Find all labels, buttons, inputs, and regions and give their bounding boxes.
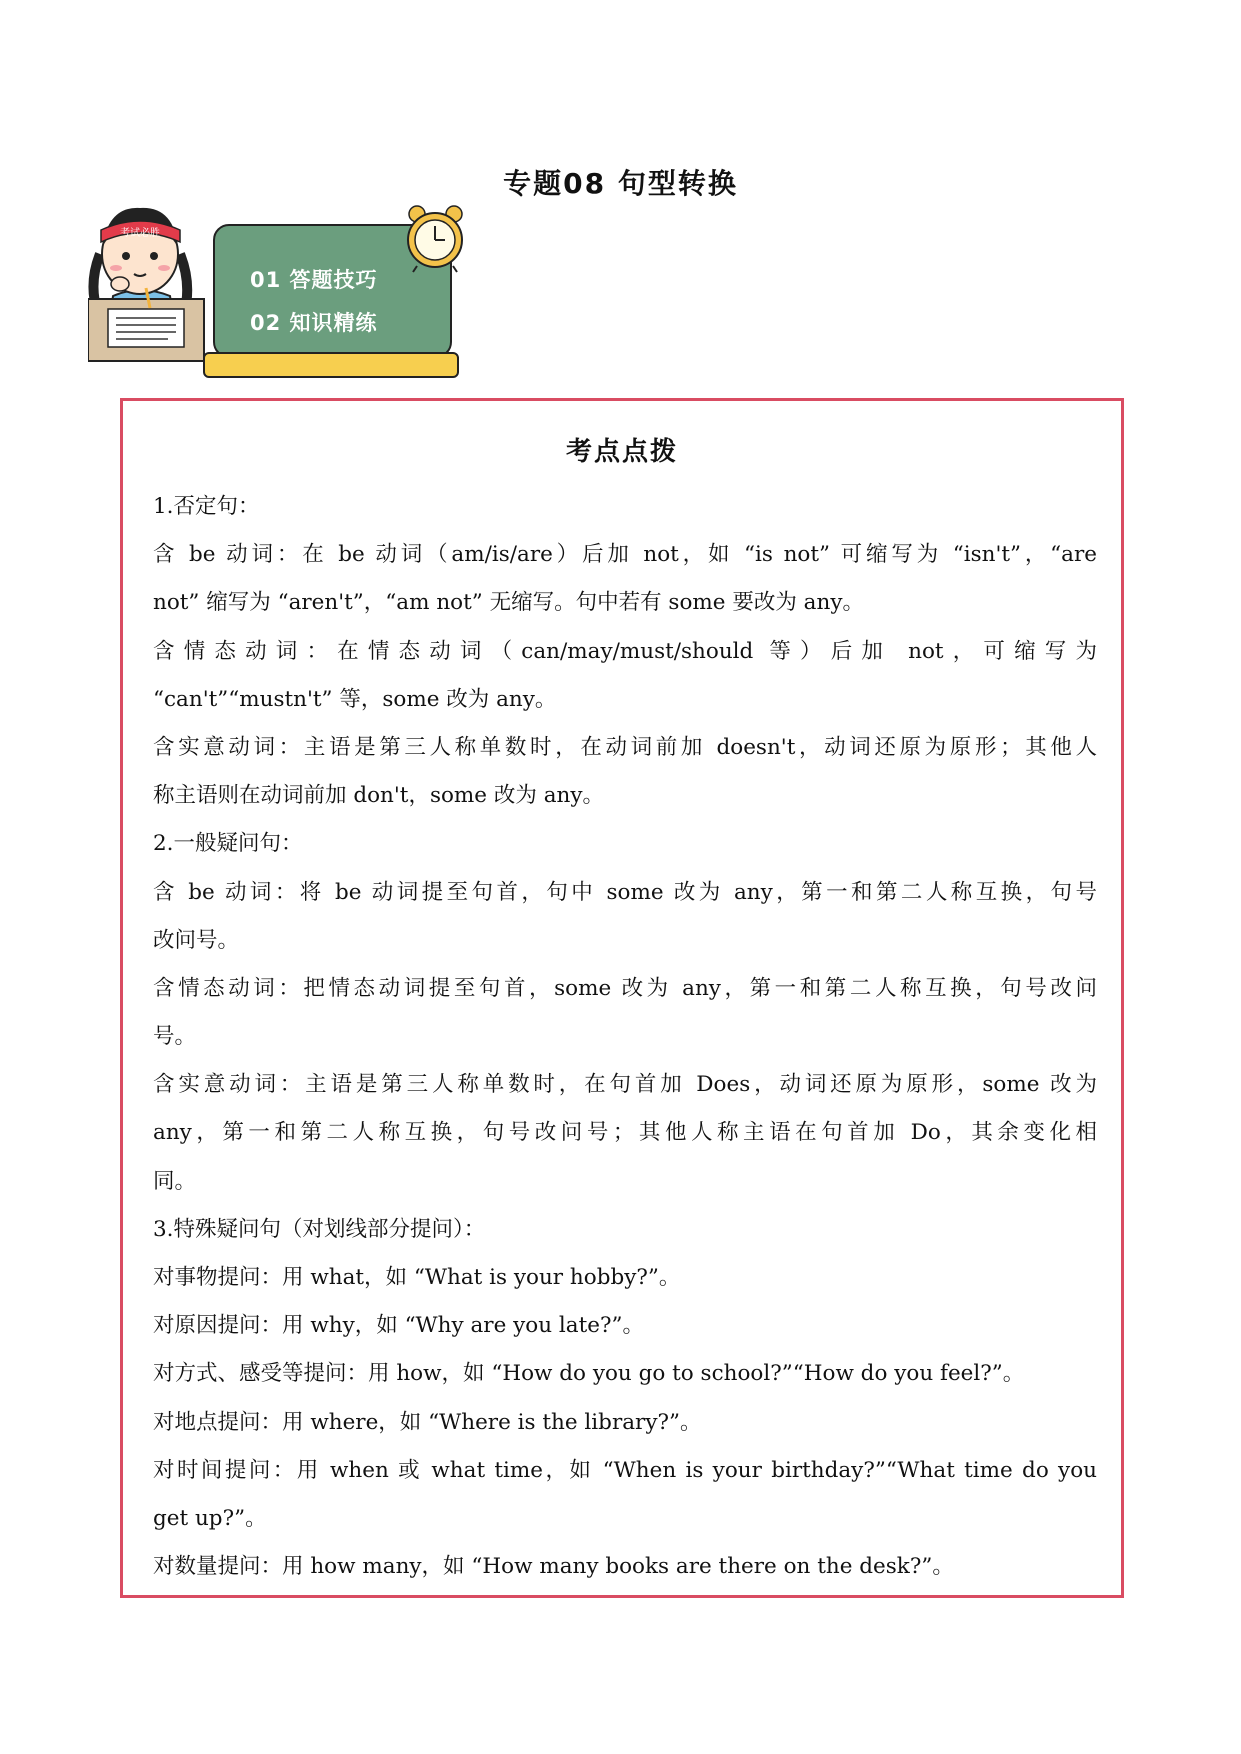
content-line: 对原因提问：用 why，如 “Why are you late?”。 <box>153 1313 644 1339</box>
key-points-content <box>153 483 1097 1591</box>
content-line: 对时间提问：用 when 或 what time，如 “When is your birthday?”“What time do you <box>153 1457 1097 1483</box>
content-line: 含情态动词：在情态动词（can/may/must/should 等）后加 not，可缩写为 <box>153 638 1097 664</box>
alarm-clock-icon <box>403 204 468 274</box>
content-line: 号。 <box>153 1024 197 1050</box>
content-line: 2.一般疑问句： <box>153 831 303 857</box>
content-line: 含实意动词：主语是第三人称单数时，在句首加 Does，动词还原为原形，some 改为 <box>153 1072 1097 1098</box>
content-line: 含实意动词：主语是第三人称单数时，在动词前加 doesn't，动词还原为原形；其他人 <box>153 734 1097 760</box>
content-line: 对地点提问：用 where，如 “Where is the library?”。 <box>153 1409 702 1435</box>
headband-text: 考试必胜 <box>120 228 160 239</box>
header-banner <box>88 204 468 394</box>
key-points-box <box>120 398 1124 1598</box>
banner-item-answer-skills: 01 答题技巧 <box>250 268 378 292</box>
content-line: 含情态动词：把情态动词提至句首，some 改为 any，第一和第二人称互换，句号改问 <box>153 975 1097 1001</box>
banner-item-knowledge-practice: 02 知识精练 <box>250 311 378 335</box>
box-heading: 考点点拨 <box>565 437 678 467</box>
content-line: 对事物提问：用 what，如 “What is your hobby?”。 <box>153 1265 681 1290</box>
content-line: any，第一和第二人称互换，句号改问号；其他人称主语在句首加 Do，其余变化相 <box>153 1120 1097 1146</box>
content-line: 称主语则在动词前加 don't，some 改为 any。 <box>153 783 605 809</box>
content-line: 含 be 动词：将 be 动词提至句首，句中 some 改为 any，第一和第二人称互换，句号 <box>153 879 1097 905</box>
content-line: 含 be 动词：在 be 动词（am/is/are）后加 not，如 “is not” 可缩写为 “isn't”，“are <box>153 542 1097 568</box>
content-line: not” 缩写为 “aren't”，“am not” 无缩写。句中若有 some 要改为 any。 <box>153 590 864 616</box>
content-line: 同。 <box>153 1168 197 1194</box>
content-line: 1.否定句： <box>153 494 260 519</box>
content-line: 对数量提问：用 how many，如 “How many books are there on the desk?”。 <box>153 1554 954 1580</box>
chalkboard-shelf <box>203 352 459 378</box>
content-line: get up?”。 <box>153 1505 267 1531</box>
content-line: 改问号。 <box>153 927 240 953</box>
content-line: 3.特殊疑问句（对划线部分提问）： <box>153 1216 486 1242</box>
student-girl-icon <box>88 204 228 394</box>
page-title: 专题08 句型转换 <box>503 167 738 200</box>
content-line: 对方式、感受等提问：用 how，如 “How do you go to school?”“How do you feel?”。 <box>153 1361 1025 1387</box>
content-line: “can't”“mustn't” 等，some 改为 any。 <box>153 686 557 712</box>
